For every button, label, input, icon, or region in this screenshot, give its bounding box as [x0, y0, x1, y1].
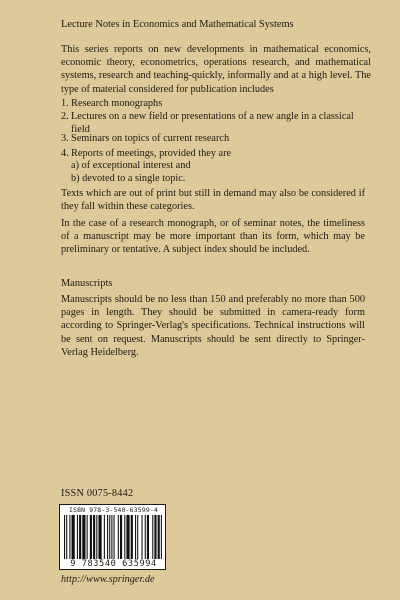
list-item-number: 3.: [61, 133, 69, 144]
manuscripts-heading: Manuscripts: [61, 278, 113, 289]
out-of-print-paragraph: Texts which are out of print but still in demand may also be considered if they fall within these categories.: [61, 188, 365, 213]
list-item-text: Reports of meetings, provided they are: [71, 148, 232, 159]
sub-item: a) of exceptional interest and: [71, 160, 191, 171]
list-item-number: 2.: [61, 111, 69, 122]
series-title: Lecture Notes in Economics and Mathematical Systems: [61, 19, 294, 30]
issn-number: ISSN 0075-8442: [61, 488, 134, 499]
manuscripts-paragraph: Manuscripts should be no less than 150 and preferably no more than 500 pages in length. They should be submitted in camera-ready form according to Springer-Verlag's specifications. Technical instructions will be sent on request. Manuscripts should be sent directly to Springer-Verlag Heidelberg.: [61, 294, 365, 358]
barcode-icon: [64, 515, 163, 559]
list-item-text: Seminars on topics of current research: [71, 133, 230, 144]
isbn-number: ISBN 978-3-540-63599-4: [68, 506, 159, 514]
publisher-url[interactable]: http://www.springer.de: [61, 574, 155, 585]
list-item-number: 4.: [61, 148, 69, 159]
list-item-number: 1.: [61, 98, 69, 109]
sub-item: b) devoted to a single topic.: [71, 173, 186, 184]
ean-number: 9 783540 635994: [70, 559, 157, 569]
barcode-label: [59, 504, 166, 570]
list-item-text: Research monographs: [71, 98, 163, 109]
intro-paragraph: This series reports on new developments in mathematical economics, economic theory, econometrics, operations research, and mathematical systems, research and teaching-quickly, informally and at a high level. The type of material considered for publication includes: [61, 44, 371, 95]
list-item-text: Lectures on a new field or presentations of a new angle in a classical field: [71, 111, 354, 136]
timeliness-paragraph: In the case of a research monograph, or of seminar notes, the timeliness of a manuscript may be more important than its form, which may be preliminary or tentative. A subject index should be included.: [61, 218, 365, 256]
